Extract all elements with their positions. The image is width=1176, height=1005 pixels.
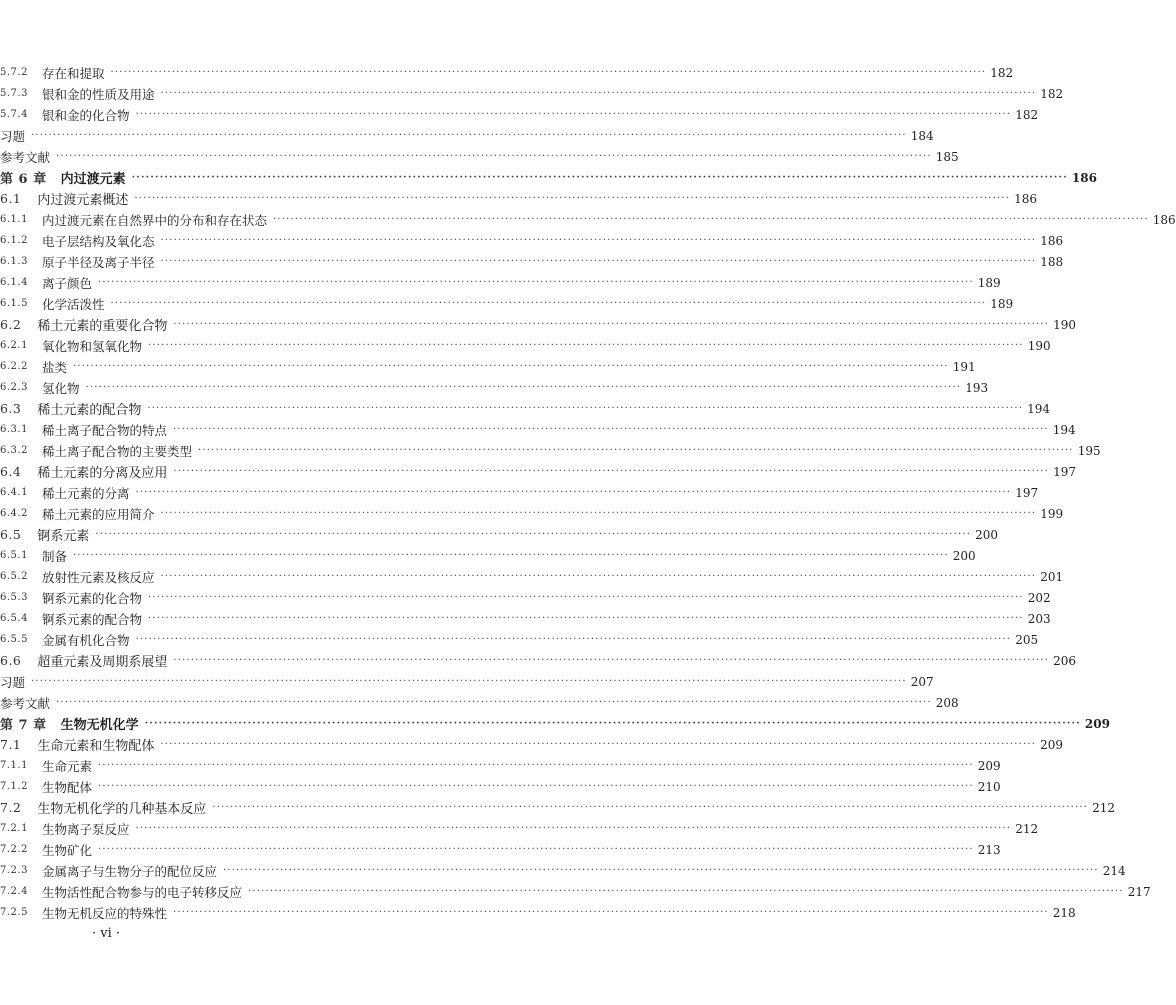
toc-entry-title: 生物无机化学: [60, 718, 139, 733]
toc-page-number: 186: [1014, 191, 1038, 206]
toc-leader-dots: ········································································································································································································: [131, 171, 1068, 183]
toc-leader-dots: ········································································································································································································: [160, 507, 1037, 519]
toc-entry-title: 生物离子泵反应: [41, 821, 130, 837]
toc-leader-dots: ········································································································································································································: [147, 339, 1024, 351]
toc-subsection-row: [0, 902, 1076, 923]
toc-entry-title: 内过渡元素概述: [37, 193, 129, 208]
toc-leader-dots: ········································································································································································································: [147, 402, 1024, 414]
toc-entry-title: 生命元素和生物配体: [37, 739, 155, 754]
toc-leader-dots: ········································································································································································································: [31, 129, 907, 141]
toc-page-number: 188: [1040, 254, 1064, 269]
toc-leader-dots: ········································································································································································································: [173, 654, 1050, 666]
toc-leader-dots: ········································································································································································································: [173, 465, 1050, 477]
toc-page-number: 186: [1071, 170, 1097, 185]
toc-leader-dots: ········································································································································································································: [97, 843, 974, 855]
toc-entry-number: 6.1.3: [0, 256, 28, 267]
toc-leader-dots: ········································································································································································································: [135, 633, 1012, 645]
toc-entry-title: 制备: [41, 548, 67, 564]
toc-entry-number: 6.1: [0, 191, 22, 206]
toc-page-number: 205: [1015, 632, 1039, 647]
toc-backmatter-row: [0, 692, 959, 713]
toc-entry-title: 锕系元素: [37, 529, 90, 544]
toc-page-number: 182: [1040, 86, 1064, 101]
toc-leader-dots: ········································································································································································································: [212, 801, 1089, 813]
toc-leader-dots: ········································································································································································································: [110, 297, 987, 309]
toc-entry-number: 6.1.2: [0, 235, 28, 246]
toc-leader-dots: ········································································································································································································: [56, 696, 932, 708]
toc-page-number: 200: [975, 527, 999, 542]
toc-leader-dots: ········································································································································································································: [160, 255, 1037, 267]
toc-subsection-row: [0, 335, 1051, 356]
toc-leader-dots: ········································································································································································································: [110, 66, 987, 78]
toc-page-number: 185: [935, 149, 959, 164]
toc-leader-dots: ········································································································································································································: [160, 234, 1037, 246]
toc-entry-title: 盐类: [41, 359, 67, 375]
toc-entry-title: 参考文献: [0, 149, 51, 165]
toc-page-number: 203: [1027, 611, 1051, 626]
toc-leader-dots: ········································································································································································································: [247, 885, 1124, 897]
toc-page-number: 197: [1015, 485, 1039, 500]
toc-entry-number: 7.2.1: [0, 823, 28, 834]
toc-leader-dots: ········································································································································································································: [272, 213, 1149, 225]
toc-entry-number: 6.3.1: [0, 424, 28, 435]
toc-page-number: 182: [1015, 107, 1039, 122]
toc-subsection-row: [0, 482, 1039, 503]
toc-leader-dots: ········································································································································································································: [97, 780, 974, 792]
toc-entry-number: 6.2.3: [0, 382, 28, 393]
toc-entry-number: 6.4: [0, 464, 22, 479]
toc-page-number: 208: [935, 695, 959, 710]
toc-entry-title: 内过渡元素在自然界中的分布和存在状态: [41, 212, 267, 228]
toc-section-row: [0, 314, 1077, 335]
toc-subsection-row: [0, 62, 1014, 83]
toc-page-number: 184: [910, 128, 934, 143]
toc-entry-number: 6.1.4: [0, 277, 28, 288]
toc-section-row: [0, 461, 1077, 482]
toc-subsection-row: [0, 272, 1001, 293]
page-folio: · vi ·: [92, 926, 121, 941]
toc-page-number: 189: [977, 275, 1001, 290]
toc-entry-number: 第 7 章: [0, 718, 47, 733]
toc-page-number: 213: [977, 842, 1001, 857]
toc-leader-dots: ········································································································································································································: [134, 192, 1011, 204]
toc-entry-number: 6.5.3: [0, 592, 28, 603]
toc-page-number: 209: [977, 758, 1001, 773]
toc-subsection-row: [0, 587, 1051, 608]
toc-page-number: 210: [977, 779, 1001, 794]
toc-page-number: 194: [1052, 422, 1076, 437]
toc-chapter-row: [0, 713, 1110, 734]
toc-entry-number: 6.1.1: [0, 214, 28, 225]
toc-page-number: 201: [1040, 569, 1064, 584]
toc-leader-dots: ········································································································································································································: [135, 822, 1012, 834]
toc-entry-number: 7.1.2: [0, 781, 28, 792]
toc-page-number: 212: [1092, 800, 1116, 815]
toc-leader-dots: ········································································································································································································: [135, 486, 1012, 498]
toc-subsection-row: [0, 230, 1064, 251]
toc-subsection-row: [0, 608, 1051, 629]
toc-subsection-row: [0, 503, 1064, 524]
toc-page-number: 193: [965, 380, 989, 395]
toc-entry-title: 稀土离子配合物的特点: [41, 422, 167, 438]
toc-entry-number: 7.2.5: [0, 907, 28, 918]
toc-entry-title: 参考文献: [0, 695, 51, 711]
toc-page-number: 202: [1027, 590, 1051, 605]
toc-subsection-row: [0, 356, 976, 377]
toc-subsection-row: [0, 293, 1014, 314]
toc-section-row: [0, 650, 1077, 671]
toc-subsection-row: [0, 881, 1151, 902]
toc-section-row: [0, 734, 1064, 755]
toc-entry-title: 生物无机反应的特殊性: [41, 905, 167, 921]
toc-leader-dots: ········································································································································································································: [85, 381, 962, 393]
toc-subsection-row: [0, 755, 1001, 776]
toc-page-number: 217: [1127, 884, 1151, 899]
toc-leader-dots: ········································································································································································································: [173, 318, 1050, 330]
toc-entry-number: 5.7.4: [0, 109, 28, 120]
toc-page-number: 218: [1052, 905, 1076, 920]
toc-entry-number: 7.2.4: [0, 886, 28, 897]
toc-entry-title: 生物配体: [41, 779, 92, 795]
toc-entry-title: 氢化物: [41, 380, 80, 396]
toc-leader-dots: ········································································································································································································: [144, 717, 1081, 729]
toc-entry-title: 内过渡元素: [60, 172, 126, 187]
toc-page-number: 199: [1040, 506, 1064, 521]
toc-leader-dots: ········································································································································································································: [160, 87, 1037, 99]
toc-entry-title: 稀土元素的分离及应用: [37, 466, 168, 481]
toc-leader-dots: ········································································································································································································: [56, 150, 932, 162]
toc-leader-dots: ········································································································································································································: [222, 864, 1099, 876]
table-of-contents: [0, 62, 1176, 923]
toc-entry-title: 稀土元素的重要化合物: [37, 319, 168, 334]
toc-entry-title: 银和金的性质及用途: [41, 86, 155, 102]
toc-entry-number: 6.6: [0, 653, 22, 668]
toc-page-number: 200: [952, 548, 976, 563]
toc-subsection-row: [0, 545, 976, 566]
toc-page-number: 186: [1152, 212, 1176, 227]
toc-subsection-row: [0, 566, 1064, 587]
toc-entry-title: 稀土元素的应用简介: [41, 506, 155, 522]
toc-entry-number: 6.5: [0, 527, 22, 542]
toc-entry-number: 6.1.5: [0, 298, 28, 309]
toc-page-number: 214: [1102, 863, 1126, 878]
toc-entry-title: 化学活泼性: [41, 296, 105, 312]
toc-page-number: 207: [910, 674, 934, 689]
toc-entry-title: 电子层结构及氧化态: [41, 233, 155, 249]
toc-entry-title: 离子颜色: [41, 275, 92, 291]
toc-subsection-row: [0, 377, 989, 398]
toc-section-row: [0, 797, 1116, 818]
toc-subsection-row: [0, 776, 1001, 797]
toc-entry-number: 6.4.1: [0, 487, 28, 498]
toc-entry-number: 6.2: [0, 317, 22, 332]
toc-section-row: [0, 188, 1038, 209]
toc-entry-number: 第 6 章: [0, 172, 47, 187]
toc-entry-title: 放射性元素及核反应: [41, 569, 155, 585]
toc-section-row: [0, 524, 999, 545]
toc-entry-number: 7.2.2: [0, 844, 28, 855]
toc-leader-dots: ········································································································································································································: [72, 360, 949, 372]
toc-entry-number: 7.1.1: [0, 760, 28, 771]
toc-chapter-row: [0, 167, 1097, 188]
toc-subsection-row: [0, 839, 1001, 860]
toc-leader-dots: ········································································································································································································: [97, 759, 974, 771]
toc-entry-title: 氧化物和氢氧化物: [41, 338, 142, 354]
toc-entry-number: 6.2.1: [0, 340, 28, 351]
toc-entry-number: 5.7.3: [0, 88, 28, 99]
toc-leader-dots: ········································································································································································································: [95, 528, 972, 540]
toc-leader-dots: ········································································································································································································: [97, 276, 974, 288]
toc-page-number: 209: [1040, 737, 1064, 752]
toc-entry-title: 金属离子与生物分子的配位反应: [41, 863, 217, 879]
toc-entry-number: 6.5.4: [0, 613, 28, 624]
toc-page-number: 212: [1015, 821, 1039, 836]
toc-subsection-row: [0, 860, 1126, 881]
toc-leader-dots: ········································································································································································································: [31, 675, 907, 687]
toc-subsection-row: [0, 251, 1064, 272]
toc-entry-number: 7.2: [0, 800, 22, 815]
toc-subsection-row: [0, 818, 1039, 839]
toc-leader-dots: ········································································································································································································: [135, 108, 1012, 120]
toc-entry-title: 稀土元素的分离: [41, 485, 130, 501]
toc-page-number: 186: [1040, 233, 1064, 248]
toc-entry-title: 生物无机化学的几种基本反应: [37, 802, 207, 817]
toc-leader-dots: ········································································································································································································: [197, 444, 1074, 456]
toc-leader-dots: ········································································································································································································: [147, 612, 1024, 624]
toc-section-row: [0, 398, 1051, 419]
toc-entry-title: 金属有机化合物: [41, 632, 130, 648]
toc-entry-number: 6.5.2: [0, 571, 28, 582]
toc-entry-title: 习题: [0, 674, 26, 690]
toc-page-number: 194: [1027, 401, 1051, 416]
toc-entry-number: 5.7.2: [0, 67, 28, 78]
toc-page-number: 189: [990, 296, 1014, 311]
toc-entry-number: 6.3.2: [0, 445, 28, 456]
toc-leader-dots: ········································································································································································································: [160, 738, 1037, 750]
toc-backmatter-row: [0, 671, 934, 692]
toc-subsection-row: [0, 104, 1039, 125]
toc-entry-title: 习题: [0, 128, 26, 144]
toc-page-number: 191: [952, 359, 976, 374]
toc-subsection-row: [0, 209, 1176, 230]
toc-page-number: 182: [990, 65, 1014, 80]
toc-entry-title: 存在和提取: [41, 65, 105, 81]
toc-entry-number: 6.3: [0, 401, 22, 416]
toc-page-number: 190: [1027, 338, 1051, 353]
toc-leader-dots: ········································································································································································································: [172, 906, 1049, 918]
toc-page-number: 195: [1077, 443, 1101, 458]
toc-page-number: 190: [1053, 317, 1077, 332]
toc-entry-number: 7.2.3: [0, 865, 28, 876]
toc-backmatter-row: [0, 125, 934, 146]
toc-backmatter-row: [0, 146, 959, 167]
toc-entry-title: 锕系元素的配合物: [41, 611, 142, 627]
toc-entry-title: 生物矿化: [41, 842, 92, 858]
toc-subsection-row: [0, 629, 1039, 650]
toc-entry-number: 6.5.5: [0, 634, 28, 645]
toc-entry-title: 生物活性配合物参与的电子转移反应: [41, 884, 242, 900]
toc-entry-title: 原子半径及离子半径: [41, 254, 155, 270]
toc-entry-title: 稀土离子配合物的主要类型: [41, 443, 192, 459]
toc-leader-dots: ········································································································································································································: [160, 570, 1037, 582]
toc-entry-title: 银和金的化合物: [41, 107, 130, 123]
toc-leader-dots: ········································································································································································································: [172, 423, 1049, 435]
toc-entry-title: 生命元素: [41, 758, 92, 774]
toc-leader-dots: ········································································································································································································: [72, 549, 949, 561]
toc-entry-number: 7.1: [0, 737, 22, 752]
toc-entry-title: 锕系元素的化合物: [41, 590, 142, 606]
toc-subsection-row: [0, 440, 1101, 461]
toc-leader-dots: ········································································································································································································: [147, 591, 1024, 603]
toc-entry-title: 稀土元素的配合物: [37, 403, 142, 418]
toc-page-number: 209: [1084, 716, 1110, 731]
toc-entry-number: 6.4.2: [0, 508, 28, 519]
toc-subsection-row: [0, 419, 1076, 440]
toc-subsection-row: [0, 83, 1064, 104]
toc-entry-title: 超重元素及周期系展望: [37, 655, 168, 670]
toc-page-number: 206: [1053, 653, 1077, 668]
toc-entry-number: 6.2.2: [0, 361, 28, 372]
toc-page-number: 197: [1053, 464, 1077, 479]
toc-entry-number: 6.5.1: [0, 550, 28, 561]
